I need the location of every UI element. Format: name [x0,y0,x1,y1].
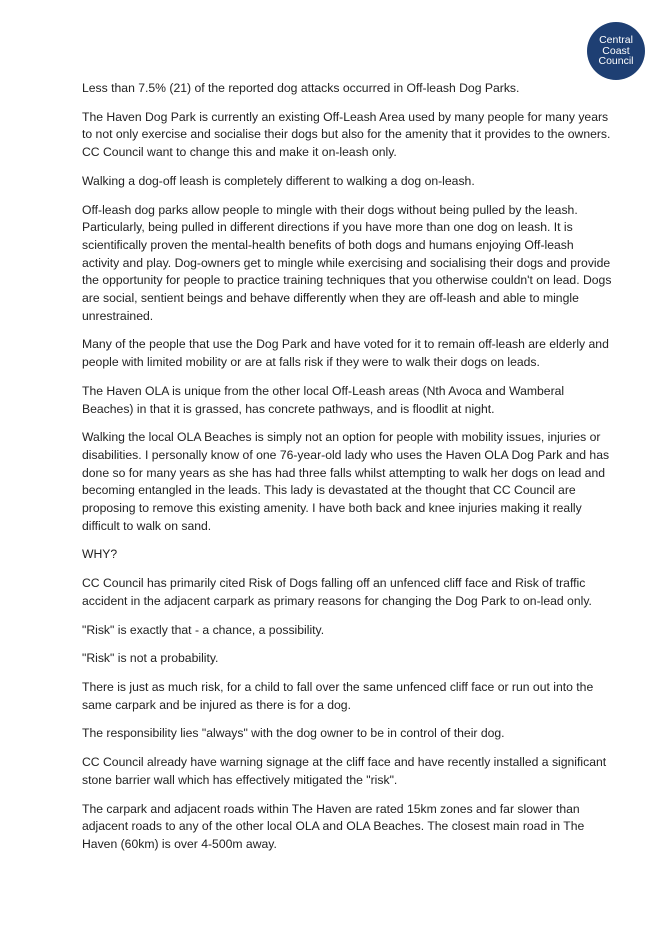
paragraph: Less than 7.5% (21) of the reported dog attacks occurred in Off-leash Dog Parks. [82,81,520,95]
paragraph: Walking a dog-off leash is completely different to walking a dog on-leash. [82,173,475,188]
paragraph: The carpark and adjacent roads within The Haven are rated 15km zones and far slower than adjacent roads to any of the other local OLA and OLA Beaches. The closest main road in The Haven (60km) is over 4-500m away. [82,801,585,851]
section-heading-why: WHY? [82,547,118,562]
logo-line-2: Coast [602,44,630,57]
logo-line-3: Council [598,55,634,68]
paragraph: The Haven OLA is unique from the other local Off-Leash areas (Nth Avoca and Wamberal Beaches) in that it is grassed, has concrete pathways, and is floodlit at night. [82,383,565,416]
paragraph: Off-leash dog parks allow people to mingle with their dogs without being pulled by the leash. Particularly, being pulled in different directions if you have more than one dog on leash. It is scientifically proven the mental-health benefits of both dogs and humans enjoying Off-leash activity and play. Dog-owners get to mingle while exercising and socialising their dogs and provide the opportunity for people to practice training techniques that you otherwise couldn't on lead. Dogs are social, sentient beings and behave differently when they are off-leash and able to mingle unrestrained. [82,202,612,323]
paragraph: CC Council has primarily cited Risk of Dogs falling off an unfenced cliff face and Risk of traffic accident in the adjacent carpark as primary reasons for changing the Dog Park to on-lead only. [82,576,592,608]
logo-line-1: Central [599,34,633,47]
council-logo [587,22,645,80]
paragraph: Many of the people that use the Dog Park and have voted for it to remain off-leash are elderly and people with limited mobility or are at falls risk if they were to walk their dogs on leads. [82,337,609,370]
paragraph: The Haven Dog Park is currently an existing Off-Leash Area used by many people for many years to not only exercise and socialise their dogs but also for the amenity that it provides to the owners. CC Council want to change this and make it on-leash only. [82,109,611,160]
paragraph: "Risk" is not a probability. [82,651,219,666]
document-body [82,80,612,865]
paragraph: Walking the local OLA Beaches is simply not an option for people with mobility issues, injuries or disabilities. I personally know of one 76-year-old lady who uses the Haven OLA Dog Park and has done so for many years as she has had three falls whilst attempting to walk her dogs on lead and becoming entangled in the leads. This lady is devastated at the thought that CC Council are proposing to remove this existing amenity. I have both back and knee injuries making it really difficult to walk on sand. [82,430,610,533]
paragraph: The responsibility lies "always" with the dog owner to be in control of their dog. [82,726,505,741]
paragraph: There is just as much risk, for a child to fall over the same unfenced cliff face or run out into the same carpark and be injured as there is for a dog. [82,679,594,712]
paragraph: CC Council already have warning signage at the cliff face and have recently installed a significant stone barrier wall which has effectively mitigated the "risk". [82,755,607,787]
paragraph: "Risk" is exactly that - a chance, a possibility. [82,622,325,637]
